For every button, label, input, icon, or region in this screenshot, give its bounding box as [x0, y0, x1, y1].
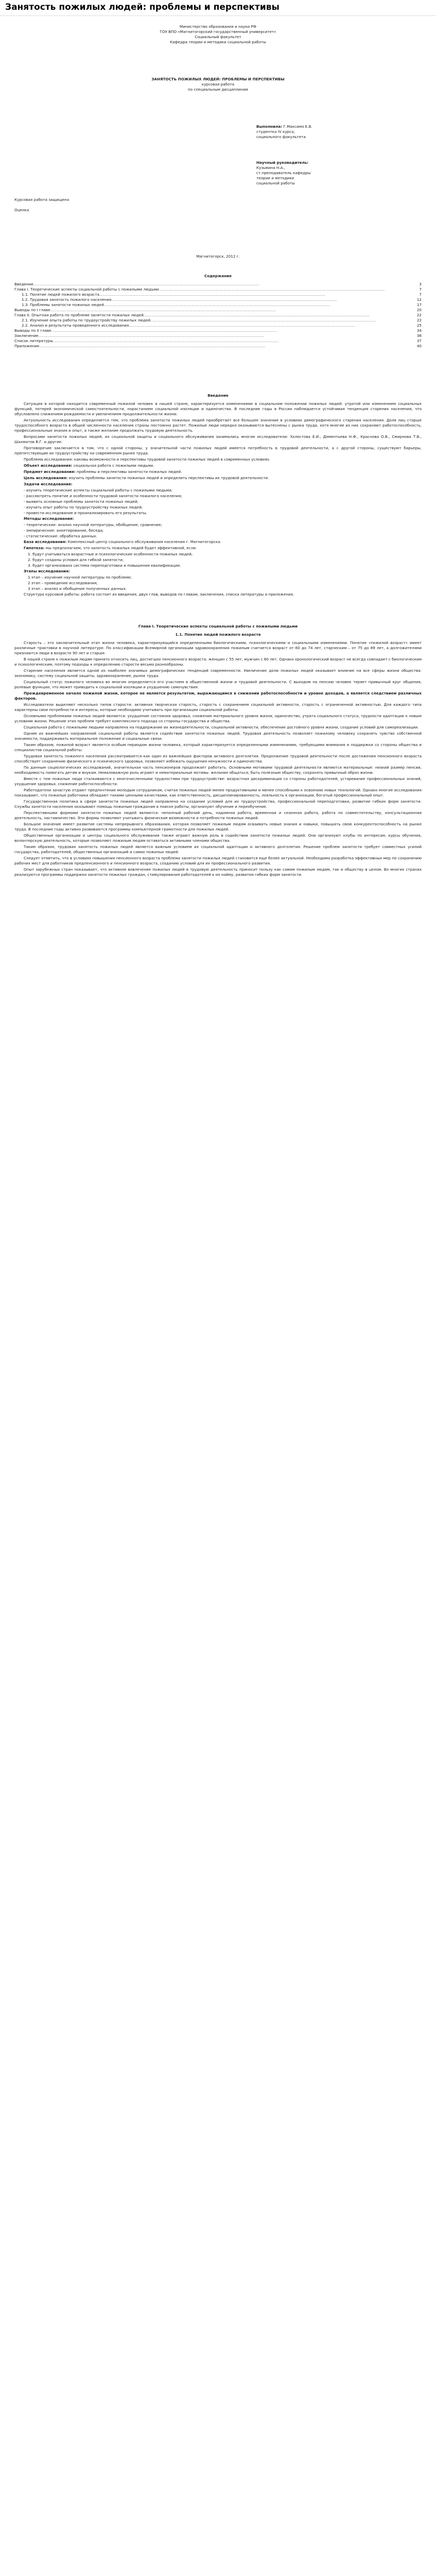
- toc-row-title: Заключение: [14, 333, 39, 338]
- toc-row-page: 37: [416, 338, 422, 343]
- hypothesis-item: 3. будет организована система переподготовки и повышения квалификации.: [28, 563, 181, 568]
- title-page: [14, 19, 422, 259]
- supervisor-post: ст.преподаватель кафедры: [256, 171, 311, 175]
- toc-leader: [104, 302, 417, 308]
- tasks-label: Задачи исследования:: [24, 482, 73, 486]
- toc-row: [14, 292, 422, 297]
- toc-row-title: Выводы по I главе: [14, 308, 50, 312]
- chapter-paragraph: Основными проблемами пожилых людей являются: ухудшение состояния здоровья, снижение материального уровня жизни, одиночество, утрата социального статуса, трудности адаптации к новым условиям жизни. Решение этих проблем требует комплексного подхода со стороны государства и общества.: [14, 714, 422, 723]
- city-year: Магнитогорск, 2012 г.: [196, 254, 240, 259]
- doc-title: ЗАНЯТОСТЬ ПОЖИЛЫХ ЛЮДЕЙ: ПРОБЛЕМЫ И ПЕРСПЕКТИВЫ: [151, 77, 285, 81]
- chapter-paragraph: Старость – это заключительный этап жизни человека, характеризующийся определенными биологическими, психологическими и социальными изменениями. Понятие «пожилой возраст» имеет различные трактовки в научной литературе. По классификации Всемирной организации здравоохранения пожилым считается возраст от 60 до 74 лет, старческим – от 75 до 89 лет, а долгожителями признаются люди в возрасте 90 лет и старше.: [14, 640, 422, 655]
- toc-row-title: 1.3. Проблемы занятости пожилых людей: [22, 302, 104, 307]
- intro-paragraph: Ситуация в которой находится современный пожилой человек в нашей стране, характеризуется изменениями в социальном положении пожилых людей: утратой или изменением социальных функций, потерей экономической самостоятельности, нарастанием социальной изоляции и одиночества. В последние годы в России наблюдается устойчивая тенденция старения населения, что обусловлено снижением рождаемости и увеличением продолжительности жизни.: [14, 401, 422, 416]
- toc-row: [14, 287, 422, 292]
- toc-row-page: 34: [416, 328, 422, 333]
- university: ГОУ ВПО «Магнитогорский государственный университет»: [160, 29, 276, 34]
- toc-row: [14, 308, 422, 313]
- task-item: - выявить основные проблемы занятости пожилых людей;: [24, 499, 139, 504]
- supervisor-dept: теории и методики: [256, 176, 294, 180]
- toc-row-page: 40: [416, 344, 422, 348]
- toc-row-page: 12: [416, 297, 422, 302]
- toc-row-title: Введение: [14, 282, 33, 286]
- intro-paragraph: Противоречие заключается в том, что с одной стороны, у значительной части пожилых людей имеется потребность в трудовой деятельности, а с другой стороны, существуют барьеры, препятствующие их трудоустройству на современном рынке труда.: [14, 446, 422, 455]
- chapter-paragraph: Государственная политика в сфере занятости пожилых людей направлена на создание условий для их трудоустройства, профессиональной переподготовки, развитие гибких форм занятости. Службы занятости населения оказывают помощь пожилым гражданам в поиске работы, организуют обучение и переобучение.: [14, 799, 422, 809]
- toc-row-title: Список литературы: [14, 338, 53, 343]
- toc-row-title: Глава I. Теоретические аспекты социальной работы с пожилыми людьми: [14, 287, 159, 292]
- toc-leader: [111, 297, 417, 302]
- chapter-paragraph: Работодатели зачастую отдают предпочтение молодым сотрудникам, считая пожилых людей менее продуктивными и менее способными к освоению новых технологий. Однако многие исследования показывают, что пожилые работники обладают такими ценными качествами, как ответственность, дисциплинированность, лояльность к организации, богатый профессиональный опыт.: [14, 788, 422, 798]
- grade-label: Оценка: [14, 208, 29, 212]
- toc-row-page: 17: [416, 302, 422, 307]
- toc-leader: [50, 308, 416, 313]
- hypothesis-label: Гипотеза:: [24, 546, 45, 550]
- chapter-paragraph: Вместе с тем пожилые люди сталкиваются с многочисленными трудностями при трудоустройстве: возрастная дискриминация со стороны работодателей, устаревание профессиональных знаний, ухудшение здоровья, снижение работоспособности.: [14, 776, 422, 786]
- toc-leader: [53, 338, 417, 344]
- toc-heading: Содержание: [204, 274, 232, 278]
- supervisor-dept2: социальной работы: [256, 181, 295, 185]
- toc-leader: [33, 282, 420, 287]
- goal-label: Цель исследования:: [24, 476, 68, 480]
- doc-spec: по специальным дисциплинам: [188, 87, 248, 92]
- toc-row-page: 25: [416, 323, 422, 328]
- table-of-contents: [14, 274, 422, 349]
- toc-leader: [51, 328, 417, 333]
- chapter-1-heading: Глава I. Теоретические аспекты социальной работы с пожилыми людьми: [138, 624, 298, 629]
- intro-paragraph: Вопросами занятости пожилых людей, их социальной защиты и социального обслуживания занимались многие исследователи: Холостова Е.И., Дементьева Н.Ф., Краснова О.В., Смирнова Т.В., Шахматов В.Г. и другие.: [14, 434, 422, 444]
- toc-row-title: Выводы по II главе: [14, 328, 51, 333]
- document: [0, 16, 436, 877]
- task-item: - рассмотреть понятие и особенности трудовой занятости пожилого населения;: [24, 494, 182, 498]
- chapter-1: [14, 624, 422, 877]
- toc-row-title: Приложение: [14, 344, 40, 348]
- stage-item: 3 этап – анализ и обобщение полученных данных.: [28, 586, 127, 591]
- chapter-paragraph: Большое значение имеет развитие системы непрерывного образования, которая позволяет пожилым людям осваивать новые знания и навыки, повышать свою конкурентоспособность на рынке труда. В последние годы активно развиваются программы компьютерной грамотности для пожилых людей.: [14, 822, 422, 832]
- subject-label: Предмет исследования:: [24, 469, 76, 474]
- chapter-paragraph: Социальная работа с пожилыми людьми направлена на поддержание их жизнедеятельности, социальной активности, обеспечение достойного уровня жизни, создание условий для самореализации.: [24, 725, 419, 730]
- toc-row-page: 7: [419, 292, 422, 297]
- faculty: Социальный факультет: [195, 35, 241, 39]
- toc-leader: [129, 323, 417, 328]
- toc-leader: [144, 313, 417, 318]
- hypothesis-item: 2. будут созданы условия для гибкой занятости;: [28, 557, 124, 562]
- intro-paragraph: Проблема исследования: каковы возможности и перспективы трудовой занятости пожилых людей в современных условиях.: [24, 457, 271, 462]
- hypothesis-text: мы предполагаем, что занятость пожилых людей будет эффективной, если:: [45, 546, 197, 550]
- inline-quote: Преждевременное начало пожилой жизни, которое не является результатом, выражающимся в снижении работоспособности и уровне доходов, а является следствием различных факторов.: [14, 691, 422, 701]
- method-item: - теоретические: анализ научной литературы, обобщение, сравнение;: [24, 522, 162, 527]
- task-item: - изучить опыт работы по трудоустройству пожилых людей;: [24, 505, 143, 510]
- methods-label: Методы исследования:: [24, 516, 74, 521]
- toc-row-title: 2.1. Изучение опыта работы по трудоустройству пожилых людей: [22, 318, 151, 323]
- toc-row-page: 36: [416, 333, 422, 338]
- toc-leader: [99, 292, 419, 297]
- toc-row: [14, 344, 422, 349]
- toc-row: [14, 338, 422, 344]
- chapter-paragraph: По данным социологических исследований, значительная часть пенсионеров продолжает работать. Основными мотивами трудовой деятельности являются материальные: низкий размер пенсии, необходимость помогать детям и внукам. Немаловажную роль играют и нематериальные мотивы: желание общаться, быть полезным обществу, сохранять привычный образ жизни.: [14, 765, 422, 775]
- chapter-paragraph: Общественные организации и центры социального обслуживания также играют важную роль в содействии занятости пожилых людей. Они организуют клубы по интересам, курсы обучения, волонтерскую деятельность, которые позволяют пожилым людям оставаться активными членами общества.: [14, 833, 422, 843]
- toc-leader: [150, 318, 417, 323]
- toc-row-page: 22: [416, 318, 422, 323]
- doc-type: курсовая работа: [201, 82, 235, 87]
- intro-paragraph: Актуальность исследования определяется тем, что проблема занятости пожилых людей приобретает все большее значение в условиях демографического старения населения. Доля лиц старше трудоспособного возраста в общей численности населения страны постоянно растет. Пожилые люди нередко оказываются вытеснены с рынка труда, хотя многие из них сохраняют работоспособность, профессиональные знания и опыт, а также желание продолжать трудовую деятельность.: [14, 418, 422, 433]
- toc-row: [14, 302, 422, 308]
- chapter-paragraph: Перспективными формами занятости пожилых людей являются: неполный рабочий день, надомная работа, временная и сезонная работа, работа по совместительству, консультационная деятельность, наставничество. Эти формы позволяют учитывать физические возможности и потребности пожилых людей.: [14, 810, 422, 820]
- chapter-paragraph: Опыт зарубежных стран показывает, что активное вовлечение пожилых людей в трудовую деятельность приносит пользу как самим пожилым людям, так и обществу в целом. Во многих странах реализуются программы поддержки занятости пожилых граждан, стимулирования работодателей к их найму, развития гибких форм занятости.: [14, 867, 422, 877]
- base-text: Комплексный центр социального обслуживания населения г. Магнитогорска.: [67, 539, 221, 544]
- chapter-paragraph: Таким образом, пожилой возраст является особым периодом жизни человека, который характеризуется определенными изменениями, требующими внимания и поддержки со стороны общества и специалистов социальной работы.: [14, 742, 422, 752]
- toc-row-page: 20: [416, 308, 422, 312]
- stage-item: 1 этап – изучение научной литературы по проблеме;: [28, 575, 132, 580]
- ministry: Министерство образования и науки РФ: [179, 24, 257, 29]
- chapter-paragraph: В нашей стране к пожилым людям принято относить лиц, достигших пенсионного возраста: женщин с 55 лет, мужчин с 60 лет. Однако хронологический возраст не всегда совпадает с биологическим и психологическим, поэтому подходы к определению старости весьма разнообразны.: [14, 657, 422, 667]
- supervisor-label: Научный руководитель:: [256, 160, 309, 165]
- supervisor-name: Кузьмина Н.А.,: [256, 165, 286, 170]
- chapter-paragraph: Социальный статус пожилого человека во многом определяется его участием в общественной жизни и трудовой деятельности. С выходом на пенсию человек теряет привычный круг общения, ролевые функции, что может приводить к социальной изоляции и ухудшению самочувствия.: [14, 680, 422, 689]
- intro-heading: Введение: [207, 393, 229, 398]
- introduction: [14, 393, 422, 597]
- stage-item: 2 этап – проведение исследования;: [28, 581, 98, 585]
- subject-text: проблемы и перспективы занятости пожилых людей.: [76, 469, 182, 474]
- executor-faculty: социального факультета: [256, 134, 306, 139]
- department: Кафедра теории и методики социальной работы: [170, 40, 266, 44]
- toc-row: [14, 318, 422, 323]
- toc-leader: [39, 344, 417, 349]
- toc-row: [14, 328, 422, 333]
- toc-row-page: 7: [419, 287, 422, 292]
- base-label: База исследования:: [24, 539, 67, 544]
- object-text: социальная работа с пожилыми людьми.: [73, 463, 154, 468]
- toc-row-page: 3: [419, 282, 422, 286]
- toc-row-page: 22: [416, 313, 422, 317]
- toc-row-title: 2.2. Анализ и результаты проведенного исследования: [22, 323, 129, 328]
- toc-row: [14, 333, 422, 338]
- structure-text: Структура курсовой работы: работа состоит из введения, двух глав, выводов по главам, заключения, списка литературы и приложения.: [24, 592, 294, 597]
- chapter-paragraph: Старение населения является одной из наиболее значимых демографических тенденций современности. Увеличение доли пожилых людей оказывает влияние на все сферы жизни общества: экономику, систему социальной защиты, здравоохранение, рынок труда.: [14, 668, 422, 678]
- hypothesis-item: 1. будут учитываться возрастные и психологические особенности пожилых людей;: [28, 552, 193, 556]
- stages-label: Этапы исследования:: [24, 569, 70, 573]
- chapter-paragraph: Трудовая занятость пожилого населения рассматривается как один из важнейших факторов активного долголетия. Продолжение трудовой деятельности после достижения пенсионного возраста способствует сохранению физического и психического здоровья, позволяет избежать ощущения ненужности и одиночества.: [14, 754, 422, 764]
- executor-course: студентка IV курса,: [256, 129, 295, 134]
- toc-row: [14, 282, 422, 287]
- toc-leader: [38, 333, 416, 338]
- toc-row-title: 1.2. Трудовая занятость пожилого населения: [22, 297, 112, 302]
- chapter-1-subheading: 1.1. Понятие людей пожилого возраста: [175, 632, 261, 637]
- chapter-paragraph: Таким образом, трудовая занятость пожилых людей является важным условием их социальной адаптации и активного долголетия. Решение проблем занятости требует совместных усилий государства, работодателей, общественных организаций и самих пожилых людей.: [14, 844, 422, 854]
- goal-text: изучить проблемы занятости пожилых людей и определить перспективы их трудовой деятельности.: [68, 476, 269, 480]
- object-label: Объект исследования:: [24, 463, 73, 468]
- toc-row-title: Глава II. Опытная работа по проблеме занятости пожилых людей: [14, 313, 144, 317]
- toc-row: [14, 297, 422, 302]
- toc-row-title: 1.1. Понятие людей пожилого возраста: [22, 292, 100, 297]
- executor-name: Г.Максимо Е.В.: [283, 124, 312, 129]
- toc-row: [14, 323, 422, 328]
- executor-label: Выполнила:: [256, 124, 283, 129]
- task-item: - провести исследование и проанализировать его результаты.: [24, 511, 147, 515]
- chapter-paragraph: Исследователи выделяют несколько типов старости: активная творческая старость, старость с сохранением социальной активности, старость с ограниченной активностью. Для каждого типа характерны свои потребности и интересы, которые необходимо учитывать при организации социальной работы.: [14, 702, 422, 712]
- toc-row: [14, 313, 422, 318]
- chapter-paragraph: Одним из важнейших направлений социальной работы является содействие занятости пожилых людей. Трудовая деятельность позволяет пожилому человеку сохранять чувство собственной значимости, поддерживать материальное положение и социальные связи.: [14, 731, 422, 741]
- method-item: - эмпирические: анкетирование, беседа;: [24, 528, 104, 533]
- page-heading: Занятость пожилых людей: проблемы и перспективы: [0, 0, 436, 16]
- toc-leader: [159, 287, 420, 292]
- task-item: - изучить теоретические аспекты социальной работы с пожилыми людьми;: [24, 488, 173, 493]
- chapter-paragraph: Следует отметить, что в условиях повышения пенсионного возраста проблема занятости пожилых людей становится еще более актуальной. Необходима разработка эффективных мер по сохранению рабочих мест для работников предпенсионного и пенсионного возраста, созданию условий для их профессионального развития.: [14, 856, 422, 866]
- defense-label: Курсовая работа защищена: [14, 197, 69, 202]
- method-item: - статистические: обработка данных.: [24, 534, 97, 538]
